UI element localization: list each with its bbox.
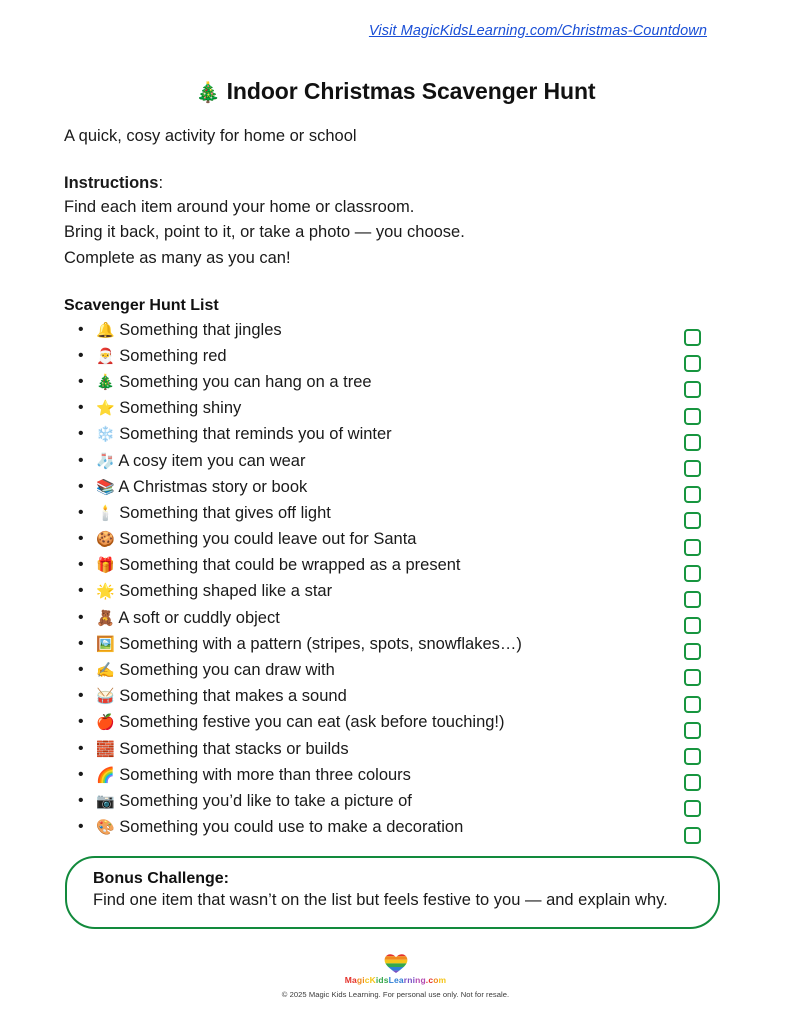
list-item-label: Something with more than three colours (119, 765, 411, 784)
list-item (64, 762, 727, 788)
list-item-label: Something that reminds you of winter (119, 425, 392, 444)
bullet-icon: • (78, 791, 84, 809)
list-item-label: Something red (119, 346, 227, 365)
brand-letter: L (388, 975, 394, 985)
brand-wordmark (0, 975, 791, 985)
list-item (64, 605, 727, 631)
list-item (64, 552, 727, 578)
brand-letter: a (398, 975, 404, 985)
list-item-label: Something you’d like to take a picture of (119, 791, 412, 810)
checkbox[interactable] (684, 774, 701, 791)
camera-icon: 📷 (96, 792, 115, 810)
brand-letter: m (438, 975, 447, 985)
gift-icon: 🎁 (96, 557, 115, 575)
brand-letter: d (378, 975, 384, 985)
bullet-icon: • (78, 634, 84, 652)
brand-letter: . (425, 975, 429, 985)
brand-letter: K (369, 975, 376, 985)
instructions-line-2: Bring it back, point to it, or take a photo — you choose. (64, 223, 465, 242)
brand-letter: n (407, 975, 413, 985)
checkbox[interactable] (684, 565, 701, 582)
intro-text: A quick, cosy activity for home or school (64, 127, 357, 145)
cookie-icon: 🍪 (96, 531, 115, 549)
brand-letter: i (375, 975, 379, 985)
instructions-heading-label: Instructions (64, 173, 159, 192)
list-item-label: Something you can hang on a tree (119, 372, 372, 391)
list-item-label: A cosy item you can wear (118, 451, 306, 470)
list-item (64, 343, 727, 369)
list-item-label: Something you could leave out for Santa (119, 530, 417, 549)
checkbox[interactable] (684, 722, 701, 739)
bell-icon: 🔔 (96, 321, 115, 339)
brand-letter: o (433, 975, 439, 985)
bonus-challenge-box (65, 856, 720, 929)
bullet-icon: • (78, 346, 84, 364)
brand-letter: g (356, 975, 363, 985)
checkbox[interactable] (684, 669, 701, 686)
bullet-icon: • (78, 477, 84, 495)
list-item (64, 683, 727, 709)
brand-letter: c (364, 975, 370, 985)
checkbox[interactable] (684, 539, 701, 556)
brand-letter: e (394, 975, 399, 985)
list-item-label: Something festive you can eat (ask before touching!) (119, 713, 505, 732)
instructions-line-1: Find each item around your home or classroom. (64, 198, 415, 217)
list-item-label: Something you could use to make a decoration (119, 818, 464, 837)
list-item-label: Something shiny (119, 399, 242, 418)
apple-icon: 🍎 (96, 714, 115, 732)
bullet-icon: • (78, 530, 84, 548)
list-item (64, 317, 727, 343)
checkbox[interactable] (684, 617, 701, 634)
candle-icon: 🕯️ (96, 504, 115, 522)
visit-site-link[interactable]: Visit MagicKidsLearning.com/Christmas-Countdown (368, 23, 707, 39)
checkbox[interactable] (684, 827, 701, 844)
santa-icon: 🎅 (96, 347, 115, 365)
list-item (64, 709, 727, 735)
checkbox[interactable] (684, 408, 701, 425)
writing-hand-icon: ✍️ (96, 662, 115, 680)
list-item (64, 814, 727, 840)
list-item-label: A Christmas story or book (118, 477, 308, 496)
bullet-icon: • (78, 687, 84, 705)
brand-letter: g (420, 975, 426, 985)
bonus-challenge-title: Bonus Challenge: (93, 870, 230, 887)
rainbow-icon: 🌈 (96, 766, 115, 784)
brand-letter: s (383, 975, 389, 985)
bullet-icon: • (78, 556, 84, 574)
drum-icon: 🥁 (96, 688, 115, 706)
christmas-tree-icon: 🎄 (195, 82, 221, 104)
scavenger-hunt-list (64, 317, 727, 841)
scavenger-list-heading: Scavenger Hunt List (64, 296, 219, 314)
bullet-icon: • (78, 320, 84, 338)
list-item (64, 448, 727, 474)
bullet-icon: • (78, 503, 84, 521)
list-item-label: A soft or cuddly object (118, 608, 280, 627)
checkbox[interactable] (684, 800, 701, 817)
bullet-icon: • (78, 765, 84, 783)
checkbox[interactable] (684, 381, 701, 398)
checkbox[interactable] (684, 748, 701, 765)
bullet-icon: • (78, 425, 84, 443)
checkbox[interactable] (684, 486, 701, 503)
star-icon: ⭐ (96, 400, 115, 418)
framed-picture-icon: 🖼️ (96, 635, 115, 653)
brand-letter: r (403, 975, 408, 985)
bullet-icon: • (78, 818, 84, 836)
list-item-label: Something that gives off light (119, 503, 331, 522)
list-item-label: Something with a pattern (stripes, spots, snowflakes…) (119, 634, 522, 653)
list-item (64, 657, 727, 683)
rainbow-heart-logo (0, 952, 791, 974)
list-item-label: Something that jingles (119, 320, 282, 339)
content-area (64, 126, 727, 840)
copyright-text: © 2025 Magic Kids Learning. For personal use only. Not for resale. (281, 990, 510, 999)
list-item-label: Something that makes a sound (119, 687, 347, 706)
brick-icon: 🧱 (96, 740, 115, 758)
list-item (64, 578, 727, 604)
instructions-heading-colon: : (158, 173, 164, 192)
bonus-challenge-text: Find one item that wasn’t on the list but feels festive to you — and explain why. (93, 891, 668, 909)
list-item-label: Something that could be wrapped as a present (119, 556, 461, 575)
bullet-icon: • (78, 739, 84, 757)
glowing-star-icon: 🌟 (96, 583, 115, 601)
bullet-icon: • (78, 713, 84, 731)
brand-letter: a (351, 975, 357, 985)
brand-letter: i (362, 975, 365, 985)
brand-letter: c (428, 975, 434, 985)
list-item (64, 500, 727, 526)
bullet-icon: • (78, 582, 84, 600)
list-item (64, 421, 727, 447)
checkbox[interactable] (684, 434, 701, 451)
list-item (64, 395, 727, 421)
list-item (64, 788, 727, 814)
brand-letter: n (415, 975, 421, 985)
list-item-label: Something you can draw with (119, 661, 335, 680)
teddy-bear-icon: 🧸 (96, 609, 115, 627)
page-title (0, 78, 791, 105)
brand-letter: M (344, 975, 352, 985)
palette-icon: 🎨 (96, 819, 115, 837)
list-item (64, 736, 727, 762)
footer (0, 952, 791, 999)
list-item (64, 474, 727, 500)
bullet-icon: • (78, 451, 84, 469)
top-link-row (369, 22, 707, 40)
checkbox[interactable] (684, 696, 701, 713)
page-title-text: Indoor Christmas Scavenger Hunt (226, 78, 596, 104)
checkbox[interactable] (684, 512, 701, 529)
checkbox[interactable] (684, 329, 701, 346)
list-item-label: Something that stacks or builds (119, 739, 349, 758)
bullet-icon: • (78, 661, 84, 679)
bullet-icon: • (78, 608, 84, 626)
list-item (64, 526, 727, 552)
checkbox[interactable] (684, 591, 701, 608)
socks-icon: 🧦 (96, 452, 115, 470)
checkbox[interactable] (684, 643, 701, 660)
list-item (64, 631, 727, 657)
books-icon: 📚 (96, 478, 115, 496)
instructions-line-3: Complete as many as you can! (64, 248, 291, 267)
bullet-icon: • (78, 399, 84, 417)
checkbox-column (684, 329, 701, 853)
list-item (64, 369, 727, 395)
instructions-heading (64, 171, 727, 196)
bullet-icon: • (78, 372, 84, 390)
christmas-tree-icon: 🎄 (96, 373, 115, 391)
brand-letter: i (412, 975, 416, 985)
list-item-label: Something shaped like a star (119, 582, 333, 601)
snowflake-icon: ❄️ (96, 426, 115, 444)
checkbox[interactable] (684, 355, 701, 372)
checkbox[interactable] (684, 460, 701, 477)
